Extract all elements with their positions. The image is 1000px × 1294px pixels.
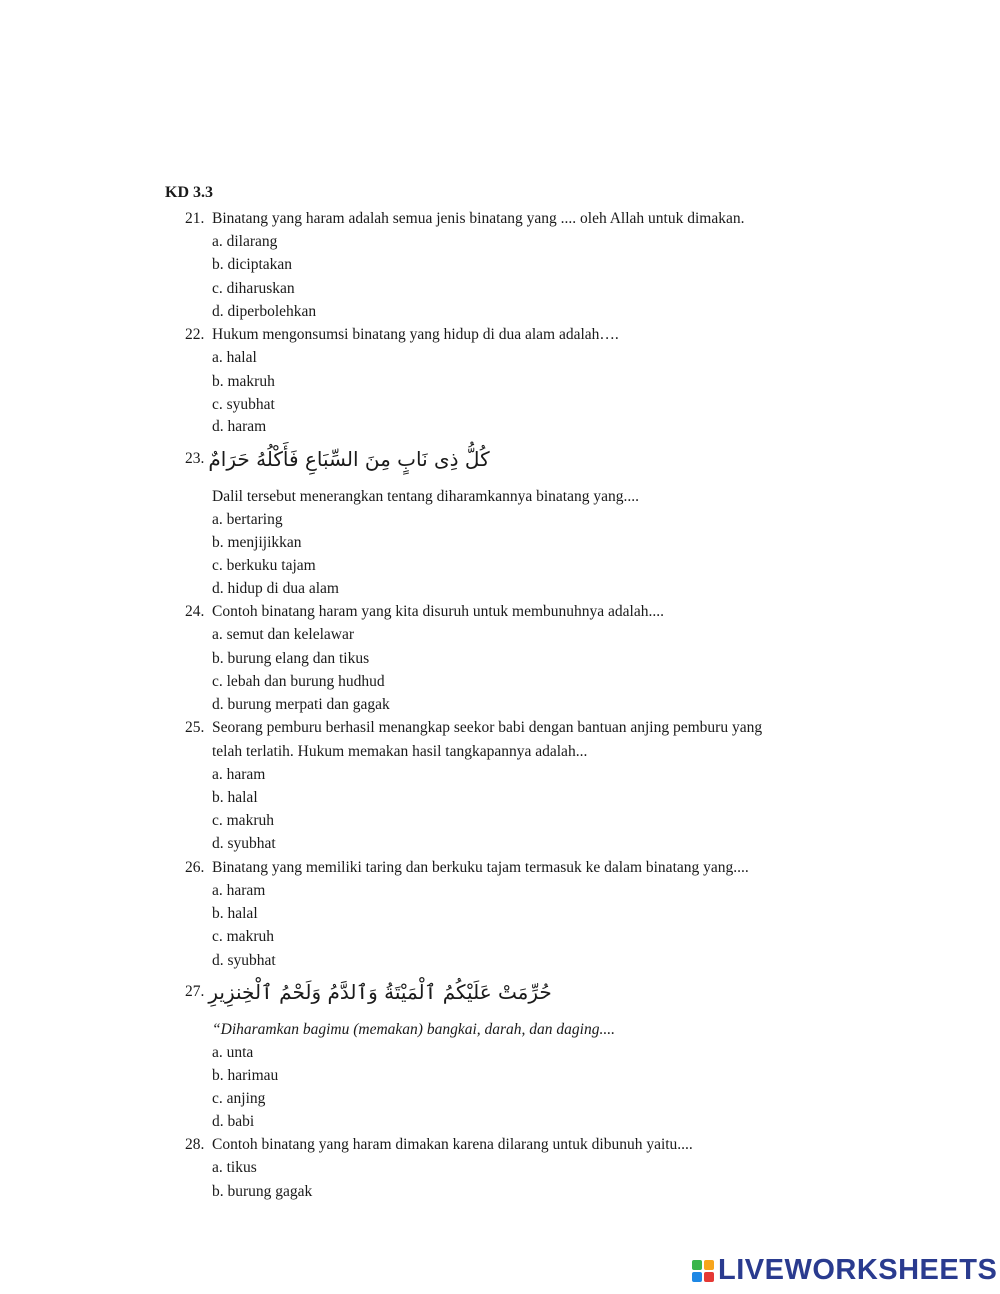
option-23a[interactable]: a. bertaring <box>212 511 283 528</box>
option-23d[interactable]: d. hidup di dua alam <box>212 580 339 597</box>
question-number: 21. <box>185 210 205 227</box>
question-28 <box>185 1134 693 1156</box>
arabic-verse: حُرِّمَتْ عَلَيْكُمُ ٱلْمَيْتَةُ وَٱلدَّمُ وَلَحْمُ ٱلْخِنزِيرِ <box>208 980 552 1004</box>
question-23 <box>185 444 490 474</box>
question-text: Binatang yang memiliki taring dan berkuku tajam termasuk ke dalam binatang yang.... <box>212 859 749 876</box>
option-23b[interactable]: b. menjijikkan <box>212 534 302 551</box>
option-23c[interactable]: c. berkuku tajam <box>212 557 316 574</box>
question-21 <box>185 208 744 230</box>
arabic-verse: كُلُّ ذِى نَابٍ مِنَ السِّبَاعِ فَأَكْلُهُ حَرَامٌ <box>208 447 490 471</box>
option-24c[interactable]: c. lebah dan burung hudhud <box>212 673 385 690</box>
logo-text: LIVEWORKSHEETS <box>718 1254 998 1286</box>
question-text: Seorang pemburu berhasil menangkap seekor babi dengan bantuan anjing pemburu yang <box>212 719 763 736</box>
question-22 <box>185 324 619 346</box>
option-28a[interactable]: a. tikus <box>212 1159 257 1176</box>
option-26a[interactable]: a. haram <box>212 882 266 899</box>
liveworksheets-logo[interactable] <box>692 1254 997 1287</box>
option-27b[interactable]: b. harimau <box>212 1067 279 1084</box>
option-27c[interactable]: c. anjing <box>212 1090 266 1107</box>
question-26 <box>185 857 749 879</box>
logo-square-green <box>692 1260 702 1270</box>
question-text: Hukum mengonsumsi binatang yang hidup di dua alam adalah…. <box>212 326 619 343</box>
section-title: KD 3.3 <box>165 184 213 201</box>
question-text: Contoh binatang yang haram dimakan karena dilarang untuk dibunuh yaitu.... <box>212 1136 693 1153</box>
logo-grid-icon <box>692 1260 714 1282</box>
question-number: 28. <box>185 1136 205 1153</box>
logo-square-red <box>704 1272 714 1282</box>
question-number: 25. <box>185 719 205 736</box>
option-22d[interactable]: d. haram <box>212 418 267 435</box>
question-text: Contoh binatang haram yang kita disuruh untuk membunuhnya adalah.... <box>212 603 664 620</box>
option-25c[interactable]: c. makruh <box>212 812 274 829</box>
option-21c[interactable]: c. diharuskan <box>212 280 295 297</box>
option-22c[interactable]: c. syubhat <box>212 396 275 413</box>
option-27d[interactable]: d. babi <box>212 1113 255 1130</box>
option-25d[interactable]: d. syubhat <box>212 835 276 852</box>
option-26d[interactable]: d. syubhat <box>212 952 276 969</box>
option-21d[interactable]: d. diperbolehkan <box>212 303 317 320</box>
logo-square-blue <box>692 1272 702 1282</box>
logo-square-orange <box>704 1260 714 1270</box>
question-number: 23. <box>185 450 205 467</box>
question-number: 26. <box>185 859 205 876</box>
question-24 <box>185 601 664 623</box>
option-27a[interactable]: a. unta <box>212 1044 254 1061</box>
option-24b[interactable]: b. burung elang dan tikus <box>212 650 370 667</box>
option-24a[interactable]: a. semut dan kelelawar <box>212 626 355 643</box>
question-number: 27. <box>185 983 205 1000</box>
option-26c[interactable]: c. makruh <box>212 928 274 945</box>
option-21a[interactable]: a. dilarang <box>212 233 278 250</box>
option-26b[interactable]: b. halal <box>212 905 258 922</box>
question-text: “Diharamkan bagimu (memakan) bangkai, darah, dan daging.... <box>212 1021 615 1038</box>
option-25b[interactable]: b. halal <box>212 789 258 806</box>
option-24d[interactable]: d. burung merpati dan gagak <box>212 696 390 713</box>
question-number: 24. <box>185 603 205 620</box>
question-text-cont: telah terlatih. Hukum memakan hasil tangkapannya adalah... <box>212 743 588 760</box>
question-25 <box>185 717 762 739</box>
option-22b[interactable]: b. makruh <box>212 373 275 390</box>
question-27 <box>185 977 552 1007</box>
question-text: Dalil tersebut menerangkan tentang diharamkannya binatang yang.... <box>212 488 639 505</box>
option-28b[interactable]: b. burung gagak <box>212 1183 313 1200</box>
option-22a[interactable]: a. halal <box>212 349 257 366</box>
question-number: 22. <box>185 326 205 343</box>
option-25a[interactable]: a. haram <box>212 766 266 783</box>
option-21b[interactable]: b. diciptakan <box>212 256 293 273</box>
question-text: Binatang yang haram adalah semua jenis binatang yang .... oleh Allah untuk dimakan. <box>212 210 745 227</box>
